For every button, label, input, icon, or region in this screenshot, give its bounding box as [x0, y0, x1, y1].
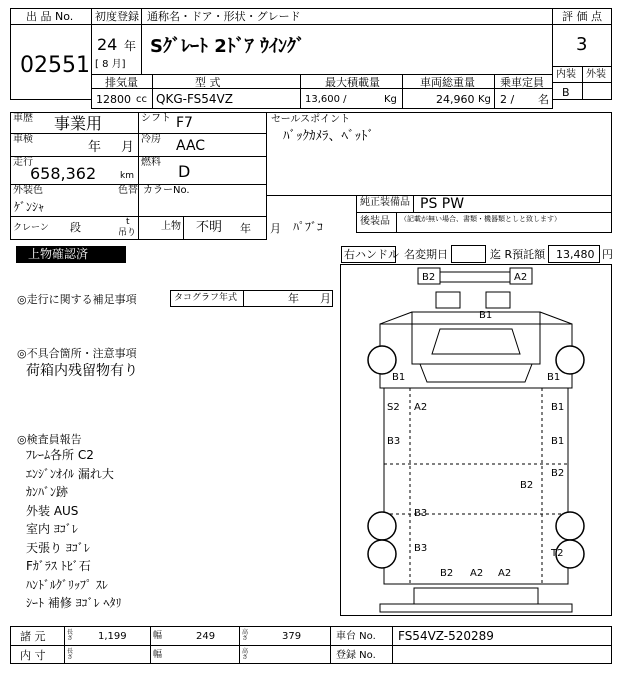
truck-damage-diagram [340, 264, 612, 616]
model-name-label: 通称名・ドア・形状・グレード [147, 10, 301, 23]
body-maker: ﾊﾟﾌﾞｺ [293, 220, 324, 234]
mark-right-front: B1 [547, 372, 561, 383]
ext-color-label: 外装色 [13, 185, 43, 196]
chassis-label: 車台 No. [336, 631, 376, 642]
inspection-label: 車検 [13, 134, 33, 145]
height-value: 379 [282, 631, 302, 642]
fuel-label: 燃料 [141, 157, 161, 168]
mark-top-left: B2 [422, 272, 436, 283]
body-month: 月 [270, 222, 281, 235]
aircon-label: 冷房 [141, 134, 161, 145]
inspector-title: ◎検査員報告 [17, 433, 82, 446]
first-reg-month: [ 8 月] [95, 59, 126, 70]
inner-height-label: 高さ [242, 648, 249, 661]
mark-b3-lower: B3 [414, 543, 428, 554]
aftermarket-label: 後装品 [360, 216, 390, 227]
max-load-unit: Kg [384, 94, 397, 105]
body-confirmed-banner: 上物確認済 [16, 246, 126, 263]
name-change-label: 名変期日 [404, 248, 448, 261]
tacho-year: 年 [288, 292, 299, 305]
score-value: 3 [576, 34, 588, 55]
mark-bottom-a2b: A2 [498, 568, 512, 579]
shift-label: シフト [141, 113, 171, 124]
inspector-line: 室内 ﾖｺﾞﾚ [26, 522, 78, 536]
capacity-unit: 名 [538, 93, 549, 106]
inspector-line: 天張り ﾖｺﾞﾚ [26, 540, 90, 555]
width-label: 幅 [153, 631, 163, 641]
mark-left-front: B1 [392, 372, 406, 383]
displacement-unit: cc [136, 94, 147, 105]
mark-s2: S2 [387, 402, 400, 413]
inner-length-label: 長さ [67, 648, 74, 661]
lot-number: 02551 [20, 53, 90, 78]
reg-label: 登録 No. [336, 650, 376, 661]
history-label: 車歴 [13, 113, 33, 124]
body-value: 不明 [196, 220, 223, 235]
length-label: 長さ [67, 629, 74, 642]
inspection-month: 月 [121, 140, 135, 155]
aircon-value: AAC [176, 138, 206, 154]
aftermarket-note: （記載が無い場合、書類・機器類としと致します） [400, 215, 561, 223]
first-reg-year: 24 [97, 35, 118, 54]
mark-cab-roof: B1 [479, 310, 493, 321]
genuine-items: PS PW [420, 196, 465, 212]
model-code-label: 型 式 [195, 76, 221, 89]
displacement-value: 12800 [96, 93, 131, 106]
inspector-line: ｼｰﾄ 補修 ﾖｺﾞﾚ ﾍﾀﾘ [26, 596, 122, 610]
sales-text: ﾊﾞｯｸｶﾒﾗ、ﾍﾞｯﾄﾞ [283, 129, 375, 144]
inspector-line: ｶﾝﾊﾞﾝ跡 [26, 485, 69, 499]
capacity-label: 乗車定員 [500, 76, 544, 89]
first-reg-label: 初度登録 [95, 10, 139, 23]
mark-b2-right2: B2 [520, 480, 534, 491]
inner-width-label: 幅 [153, 650, 163, 660]
inspector-line: 外装 AUS [26, 503, 79, 518]
interior-label: 内装 [556, 69, 576, 80]
mileage-value: 658,362 [30, 164, 97, 183]
crane-hoist: 吊り [118, 228, 137, 238]
defects-title: ◎不具合箇所・注意事項 [17, 347, 137, 360]
mark-b1-right: B1 [551, 402, 565, 413]
body-label: 上物 [161, 221, 181, 232]
mark-b1-right2: B1 [551, 436, 565, 447]
history-value: 事業用 [54, 114, 103, 133]
exterior-label: 外装 [586, 69, 606, 80]
inspection-year: 年 [88, 140, 102, 155]
length-value: 1,199 [98, 631, 127, 642]
body-year: 年 [240, 222, 251, 235]
max-load-value: 13,600 / [305, 94, 347, 105]
tacho-label: タコグラフ年式 [174, 293, 238, 303]
recycle-label: 迄 R預託額 [490, 248, 546, 261]
recycle-fee: 13,480 [556, 248, 595, 261]
supplement-title: ◎走行に関する補足事項 [17, 293, 137, 306]
mark-t2: T2 [551, 548, 564, 559]
capacity-value: 2 / [500, 93, 515, 106]
defects-text: 荷箱内残留物有り [26, 363, 138, 379]
ext-color-value: ｹﾞﾝｼｬ [14, 200, 45, 214]
chassis-value: FS54VZ-520289 [398, 629, 494, 643]
mark-a2-left: A2 [414, 402, 428, 413]
height-label: 高さ [242, 629, 249, 642]
recycle-unit: 円 [602, 248, 613, 261]
mark-b3-left: B3 [387, 436, 401, 447]
width-value: 249 [196, 631, 216, 642]
inspector-line: ｴﾝｼﾞﾝｵｲﾙ 漏れ大 [26, 466, 114, 481]
gross-weight-value: 24,960 [436, 93, 475, 106]
inspector-line: ﾌﾚｰﾑ各所 C2 [26, 448, 94, 462]
right-handle: 右ハンドル [344, 248, 399, 261]
color-no-label: 色替 [118, 185, 138, 196]
lot-label: 出 品 No. [26, 10, 74, 23]
shift-value: F7 [176, 115, 193, 131]
mark-bottom-a2a: A2 [470, 568, 484, 579]
tacho-month: 月 [320, 292, 331, 305]
crane-stage: 段 [70, 221, 81, 234]
model-code: QKG-FS54VZ [156, 92, 233, 106]
model-name: Sｸﾞﾚｰﾄ 2ﾄﾞｱ ｳｲﾝｸﾞ [150, 36, 306, 57]
inspector-line: Fｶﾞﾗｽ ﾄﾋﾞ石 [26, 559, 91, 573]
inspector-line: ﾊﾝﾄﾞﾙｸﾞﾘｯﾌﾟ ｽﾚ [26, 577, 108, 592]
mileage-label: 走行 [13, 157, 33, 168]
mark-b2-right: B2 [551, 468, 565, 479]
displacement-label: 排気量 [105, 76, 138, 89]
fuel-value: D [178, 162, 191, 181]
genuine-label: 純正装備品 [360, 197, 410, 208]
crane-label: クレーン [13, 223, 49, 233]
mileage-unit: km [120, 171, 134, 181]
color-no-value: カラーNo. [143, 185, 190, 196]
gross-weight-label: 車両総重量 [420, 76, 475, 89]
interior-grade: B [562, 86, 570, 99]
first-reg-year-unit: 年 [124, 39, 137, 53]
sales-label: セールスポイント [271, 114, 351, 125]
mark-top-right: A2 [514, 272, 528, 283]
gross-weight-unit: Kg [478, 94, 491, 105]
crane-ton: t [126, 217, 130, 227]
max-load-label: 最大積載量 [325, 76, 380, 89]
mark-bottom-b2: B2 [440, 568, 454, 579]
score-label: 評 価 点 [562, 10, 602, 23]
dims-label: 諸 元 [20, 630, 46, 643]
inner-label: 内 寸 [20, 649, 46, 662]
mark-b3-mid: B3 [414, 508, 428, 519]
name-change-box [451, 245, 486, 263]
